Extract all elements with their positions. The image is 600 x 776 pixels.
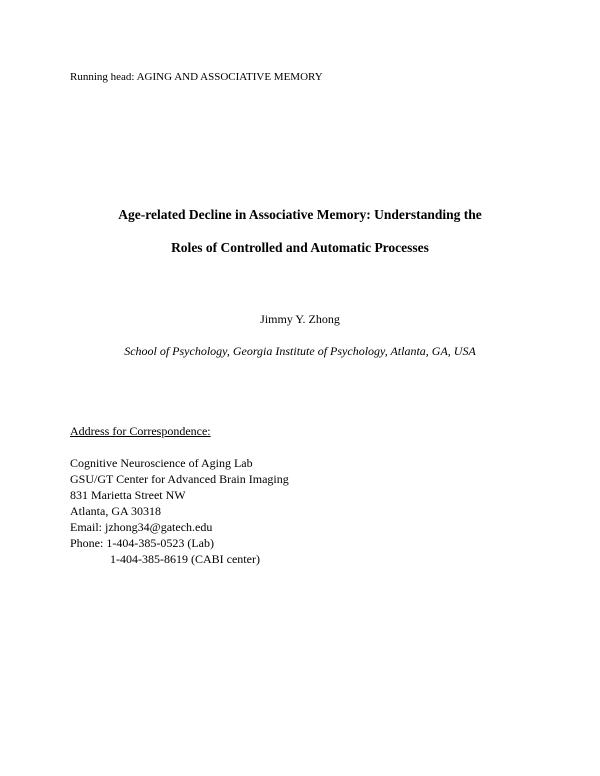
running-head: Running head: AGING AND ASSOCIATIVE MEMORY [70, 71, 323, 83]
correspondence-phone-lab: Phone: 1-404-385-0523 (Lab) [70, 536, 214, 550]
author-affiliation: School of Psychology, Georgia Institute of Psychology, Atlanta, GA, USA [124, 344, 476, 358]
paper-title-line-1: Age-related Decline in Associative Memory: Understanding the [118, 207, 482, 222]
correspondence-email: Email: jzhong34@gatech.edu [70, 520, 213, 534]
author-name: Jimmy Y. Zhong [260, 312, 340, 326]
correspondence-center: GSU/GT Center for Advanced Brain Imaging [70, 472, 289, 486]
correspondence-heading: Address for Correspondence: [70, 424, 211, 438]
paper-title-line-2: Roles of Controlled and Automatic Processes [171, 240, 429, 255]
correspondence-street: 831 Marietta Street NW [70, 488, 186, 502]
correspondence-lab: Cognitive Neuroscience of Aging Lab [70, 456, 253, 470]
correspondence-city: Atlanta, GA 30318 [70, 504, 161, 518]
correspondence-phone-cabi: 1-404-385-8619 (CABI center) [110, 552, 260, 566]
